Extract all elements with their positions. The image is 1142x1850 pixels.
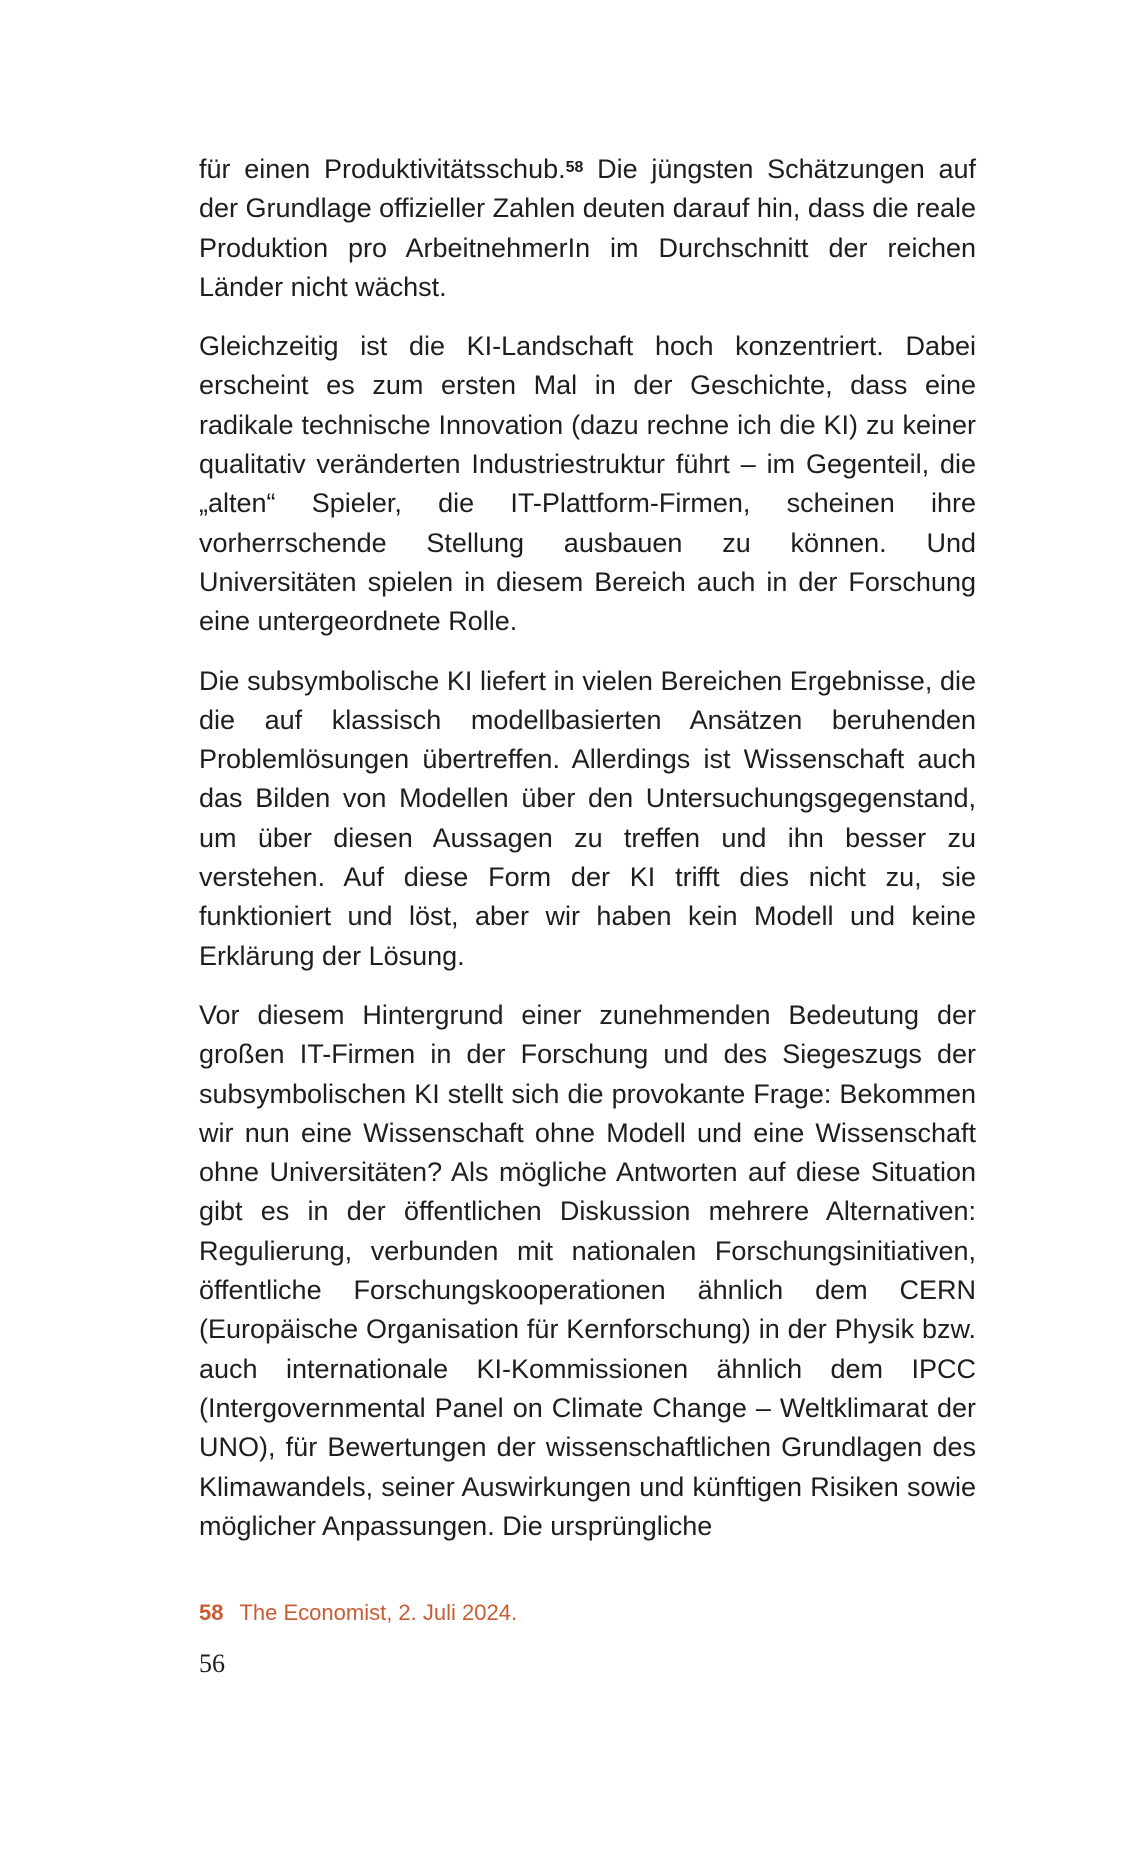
paragraph-text: für einen Produktivitätsschub. xyxy=(199,154,566,184)
paragraph xyxy=(199,150,976,307)
paragraph-text: Die jüngsten Schätzungen auf der Grundlage offizieller Zahlen deuten darauf hin, dass die reale Produktion pro ArbeitnehmerIn im Durchschnitt der reichen Länder nicht wächst. xyxy=(199,154,977,302)
main-text xyxy=(199,150,976,1566)
paragraph: Gleichzeitig ist die KI-Landschaft hoch konzentriert. Dabei erscheint es zum ersten Mal in der Geschichte, dass eine radikale technische Innovation (dazu rechne ich die KI) zu keiner qualitativ veränderten Industriestruktur führt – im Gegenteil, die „alten“ Spieler, die IT-Plattform-Firmen, scheinen ihre vorherrschende Stellung ausbauen zu können. Und Universitäten spielen in diesem Bereich auch in der Forschung eine untergeordnete Rolle. xyxy=(199,331,976,637)
footnote-number: 58 xyxy=(199,1600,224,1625)
footnote xyxy=(199,1598,976,1628)
page-number: 56 xyxy=(199,1649,225,1678)
paragraph: Die subsymbolische KI liefert in vielen Bereichen Ergebnisse, die die auf klassisch modellbasierten Ansätzen beruhenden Problemlösungen übertreffen. Allerdings ist Wissenschaft auch das Bilden von Modellen über den Untersuchungsgegenstand, um über diesen Aussagen zu treffen und ihn besser zu verstehen. Auf diese Form der KI trifft dies nicht zu, sie funktioniert und löst, aber wir haben kein Modell und keine Erklärung der Lösung. xyxy=(199,665,976,971)
footnote-text: The Economist, 2. Juli 2024. xyxy=(239,1600,518,1625)
footnote-reference[interactable]: 58 xyxy=(565,159,584,176)
paragraph: Vor diesem Hintergrund einer zunehmenden Bedeutung der großen IT-Firmen in der Forschung und des Siegeszugs der subsymbolischen KI stellt sich die provokante Frage: Bekommen wir nun eine Wissenschaft ohne Modell und eine Wissenschaft ohne Universitäten? Als mögliche Antworten auf diese Situation gibt es in der öffentlichen Diskussion mehrere Alternativen: Regulierung, verbunden mit nationalen Forschungsinitiativen, öffentliche Forschungskooperationen ähnlich dem CERN (Europäische Organisation für Kernforschung) in der Physik bzw. auch internationale KI-Kommissionen ähnlich dem IPCC (Intergovernmental Panel on Climate Change – Weltklimarat der UNO), für Bewertungen der wissenschaftlichen Grundlagen des Klimawandels, seiner Auswirkungen und künftigen Risiken sowie möglicher Anpassungen. Die ursprüngliche xyxy=(199,999,976,1541)
